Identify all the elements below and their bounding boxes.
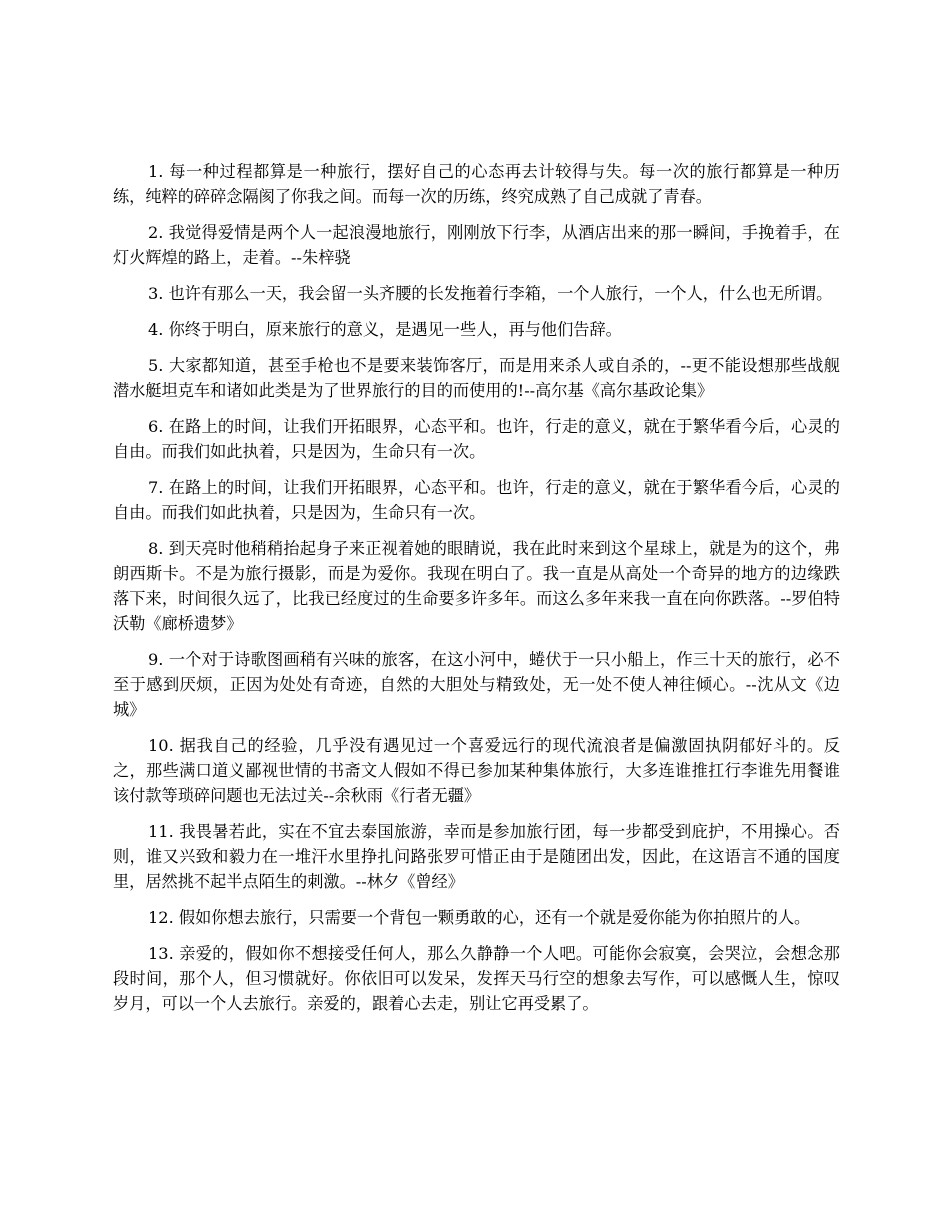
paragraph-8: 8. 到天亮时他稍稍抬起身子来正视着她的眼睛说，我在此时来到这个星球上，就是为的这个，弗朗西斯卡。不是为旅行摄影，而是为爱你。我现在明白了。我一直是从高处一个奇异的地方的边缘跌落下来，时间很久远了，比我已经度过的生命要多许多年。而这么多年来我一直在向你跌落。--罗伯特沃勒《廊桥遗梦》 <box>113 539 840 633</box>
paragraph-6: 6. 在路上的时间，让我们开拓眼界，心态平和。也许，行走的意义，就在于繁华看今后，心灵的自由。而我们如此执着，只是因为，生命只有一次。 <box>113 417 840 461</box>
paragraph-10: 10. 据我自己的经验，几乎没有遇见过一个喜爱远行的现代流浪者是偏激固执阴郁好斗的。反之，那些满口道义鄙视世情的书斋文人假如不得已参加某种集体旅行，大多连谁推扛行李谁先用餐谁该付款等琐碎问题也无法过关--余秋雨《行者无疆》 <box>113 736 840 805</box>
paragraph-7: 7. 在路上的时间，让我们开拓眼界，心态平和。也许，行走的意义，就在于繁华看今后，心灵的自由。而我们如此执着，只是因为，生命只有一次。 <box>113 478 840 522</box>
paragraph-5: 5. 大家都知道，甚至手枪也不是要来装饰客厅，而是用来杀人或自杀的，--更不能设想那些战舰潜水艇坦克车和诸如此类是为了世界旅行的目的而使用的!--高尔基《高尔基政论集》 <box>113 356 840 400</box>
paragraph-11: 11. 我畏暑若此，实在不宜去泰国旅游，幸而是参加旅行团，每一步都受到庇护，不用操心。否则，谁又兴致和毅力在一堆汗水里挣扎问路张罗可惜正由于是随团出发，因此，在这语言不通的国度里，居然挑不起半点陌生的刺激。--林夕《曾经》 <box>113 822 840 891</box>
paragraph-12: 12. 假如你想去旅行，只需要一个背包一颗勇敢的心，还有一个就是爱你能为你拍照片的人。 <box>148 908 811 927</box>
paragraph-3: 3. 也许有那么一天，我会留一头齐腰的长发拖着行李箱，一个人旅行，一个人，什么也无所谓。 <box>148 284 833 303</box>
paragraph-9: 9. 一个对于诗歌图画稍有兴味的旅客，在这小河中，蜷伏于一只小船上，作三十天的旅行，必不至于感到厌烦，正因为处处有奇迹，自然的大胆处与精致处，无一处不使人神往倾心。--沈从文《边城》 <box>113 650 840 719</box>
paragraph-13: 13. 亲爱的，假如你不想接受任何人，那么久静静一个人吧。可能你会寂寞，会哭泣，会想念那段时间，那个人，但习惯就好。你依旧可以发呆，发挥天马行空的想象去写作，可以感慨人生，惊叹岁月，可以一个人去旅行。亲爱的，跟着心去走，别让它再受累了。 <box>113 944 840 1013</box>
paragraph-2: 2. 我觉得爱情是两个人一起浪漫地旅行，刚刚放下行李，从酒店出来的那一瞬间，手挽着手，在灯火辉煌的路上，走着。--朱梓骁 <box>113 223 840 267</box>
paragraph-1: 1. 每一种过程都算是一种旅行，摆好自己的心态再去计较得与失。每一次的旅行都算是一种历练，纯粹的碎碎念隔阂了你我之间。而每一次的历练，终究成熟了自己成就了青春。 <box>113 162 840 206</box>
paragraph-4: 4. 你终于明白，原来旅行的意义，是遇见一些人，再与他们告辞。 <box>148 320 622 339</box>
document-body <box>113 159 840 1027</box>
